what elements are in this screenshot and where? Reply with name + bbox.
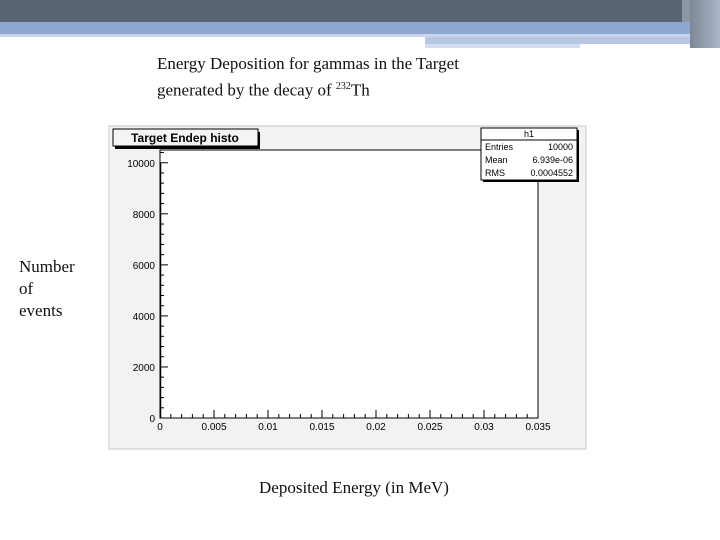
x-tick-label: 0 [157,422,163,433]
stats-entries-value: 10000 [547,142,573,152]
x-tick-label: 0.025 [417,422,443,433]
x-tick-label: 0.005 [201,422,227,433]
stats-box [481,128,579,182]
y-label-line-1: Number [19,257,75,276]
x-tick-label: 0.035 [525,422,551,433]
x-tick-label: 0.015 [309,422,335,433]
stats-rms-value: 0.0004552 [530,168,573,178]
y-label-line-3: events [19,301,63,320]
slide-title-prefix: generated by the decay of [157,80,336,100]
x-tick-label: 0.03 [474,422,494,433]
y-tick-label: 4000 [132,311,155,323]
y-tick-label: 10000 [127,158,155,170]
y-tick-label: 6000 [132,260,155,272]
stats-histogram-name: h1 [523,129,535,139]
stats-mean-label: Mean [485,155,508,165]
stats-rms-label: RMS [485,168,505,178]
histogram-title-box [113,129,260,149]
y-tick-label: 2000 [132,362,155,374]
y-tick-label: 0 [149,414,155,425]
stats-entries-label: Entries [485,142,514,152]
y-label-line-2: of [19,279,34,298]
x-tick-label: 0.01 [258,422,278,433]
stats-mean-value: 6.939e-06 [532,155,573,165]
histogram-title: Target Endep histo [131,131,239,145]
slide-title-element: Th [350,80,370,100]
slide-title-isotope-mass: 232 [335,81,351,92]
slide-title-line-1: Energy Deposition for gammas in the Target [157,54,459,73]
plot-area [160,150,538,418]
x-tick-label: 0.02 [366,422,386,433]
slide-x-axis-label: Deposited Energy (in MeV) [259,478,449,497]
y-tick-label: 8000 [132,209,155,221]
